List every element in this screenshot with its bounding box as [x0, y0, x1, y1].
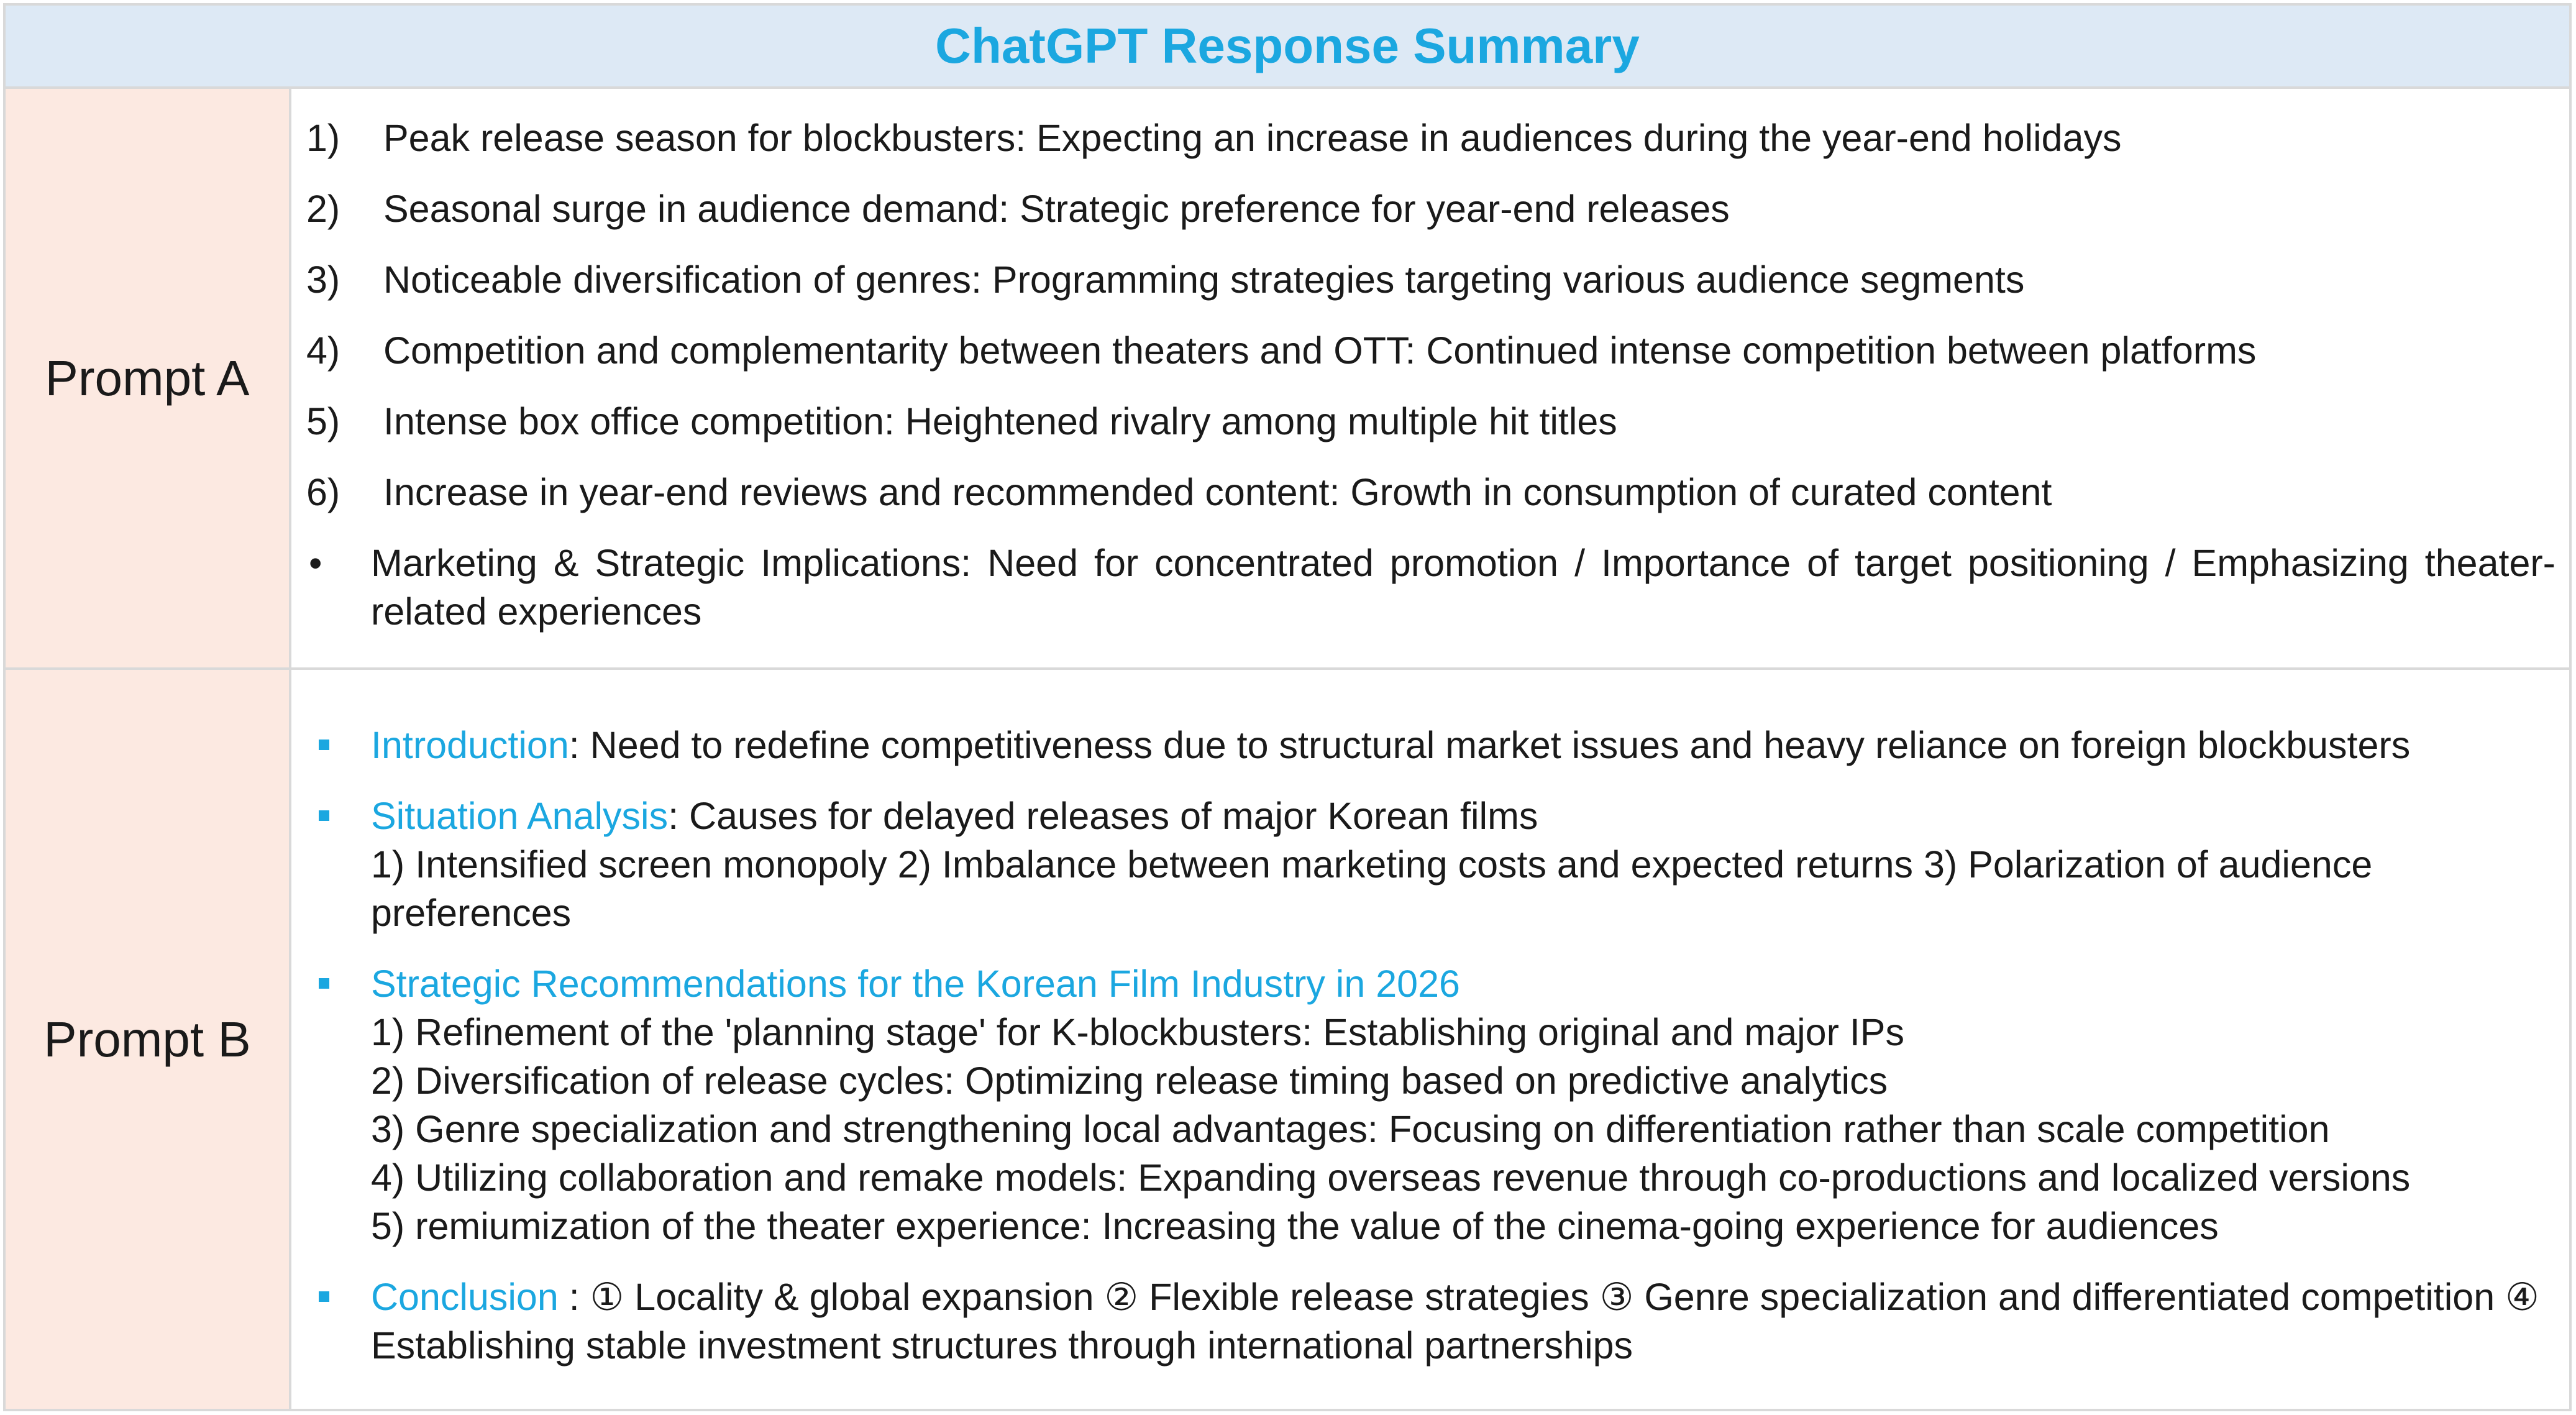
list-number: 5): [306, 400, 340, 442]
table-header: [6, 6, 2569, 89]
prompt-b-label-cell: [6, 670, 291, 1409]
prompt-b-row: [6, 670, 2569, 1409]
situation-analysis-text: : Causes for delayed releases of major Korean films: [668, 795, 1538, 837]
conclusion-heading: Conclusion: [371, 1276, 559, 1318]
conclusion-section: [306, 1273, 2555, 1370]
square-bullet-icon: [306, 1273, 371, 1370]
prompt-b-label: Prompt B: [43, 1011, 251, 1067]
strategic-recommendations-section: [306, 959, 2555, 1250]
table-title: ChatGPT Response Summary: [935, 18, 1640, 73]
list-item-text: Peak release season for blockbusters: Expecting an increase in audiences during the year-end holidays: [383, 117, 2122, 159]
square-bullet-icon: [306, 959, 371, 1250]
list-item: [306, 326, 2555, 375]
list-number: 4): [306, 329, 340, 372]
situation-analysis-heading: Situation Analysis: [371, 795, 669, 837]
situation-analysis-detail: 1) Intensified screen monopoly 2) Imbalance between marketing costs and expected returns 3) Polarization of audience preferences: [371, 843, 2373, 934]
bullet-dot-icon: •: [309, 542, 322, 584]
prompt-b-content: [291, 670, 2569, 1409]
recommendation-line: 4) Utilizing collaboration and remake models: Expanding overseas revenue through co-productions and localized versions: [371, 1156, 2411, 1199]
list-number: 2): [306, 188, 340, 230]
square-bullet-icon: [306, 721, 371, 769]
list-item: [306, 397, 2555, 446]
list-item: [306, 255, 2555, 304]
prompt-a-row: [6, 89, 2569, 670]
implications-bullet: [306, 539, 2555, 636]
situation-analysis-section: [306, 792, 2555, 937]
recommendation-line: 5) remiumization of the theater experience: Increasing the value of the cinema-going experience for audiences: [371, 1205, 2219, 1247]
list-item-text: Increase in year-end reviews and recommended content: Growth in consumption of curated content: [383, 471, 2052, 513]
list-number: 1): [306, 117, 340, 159]
prompt-a-label: Prompt A: [45, 350, 250, 406]
list-item-text: Intense box office competition: Heightened rivalry among multiple hit titles: [383, 400, 1617, 442]
prompt-a-content: [291, 89, 2569, 667]
recommendation-line: 2) Diversification of release cycles: Optimizing release timing based on predictive analytics: [371, 1060, 1888, 1102]
list-item: [306, 185, 2555, 233]
introduction-section: [306, 721, 2555, 769]
square-bullet-icon: [306, 792, 371, 937]
implications-text: Marketing & Strategic Implications: Need for concentrated promotion / Importance of target positioning / Emphasizing theater-related experiences: [371, 542, 2555, 633]
recommendation-line: 1) Refinement of the 'planning stage' for K-blockbusters: Establishing original and major IPs: [371, 1011, 1904, 1053]
list-item-text: Seasonal surge in audience demand: Strategic preference for year-end releases: [383, 188, 1730, 230]
list-item: [306, 468, 2555, 516]
prompt-a-label-cell: [6, 89, 291, 667]
list-number: 3): [306, 259, 340, 301]
introduction-heading: Introduction: [371, 724, 569, 766]
conclusion-text: : ① Locality & global expansion ② Flexible release strategies ③ Genre specialization and differentiated competition ④ Establishing stable investment structures through international partnerships: [371, 1276, 2539, 1367]
introduction-text: : Need to redefine competitiveness due to structural market issues and heavy reliance on foreign blockbusters: [569, 724, 2411, 766]
list-number: 6): [306, 471, 340, 513]
response-summary-table: [3, 3, 2572, 1411]
strategic-recommendations-heading: Strategic Recommendations for the Korean Film Industry in 2026: [371, 963, 1460, 1005]
recommendation-line: 3) Genre specialization and strengthening local advantages: Focusing on differentiation rather than scale competition: [371, 1108, 2330, 1150]
list-item-text: Competition and complementarity between theaters and OTT: Continued intense competition between platforms: [383, 329, 2257, 372]
list-item: [306, 114, 2555, 162]
list-item-text: Noticeable diversification of genres: Programming strategies targeting various audience segments: [383, 259, 2025, 301]
